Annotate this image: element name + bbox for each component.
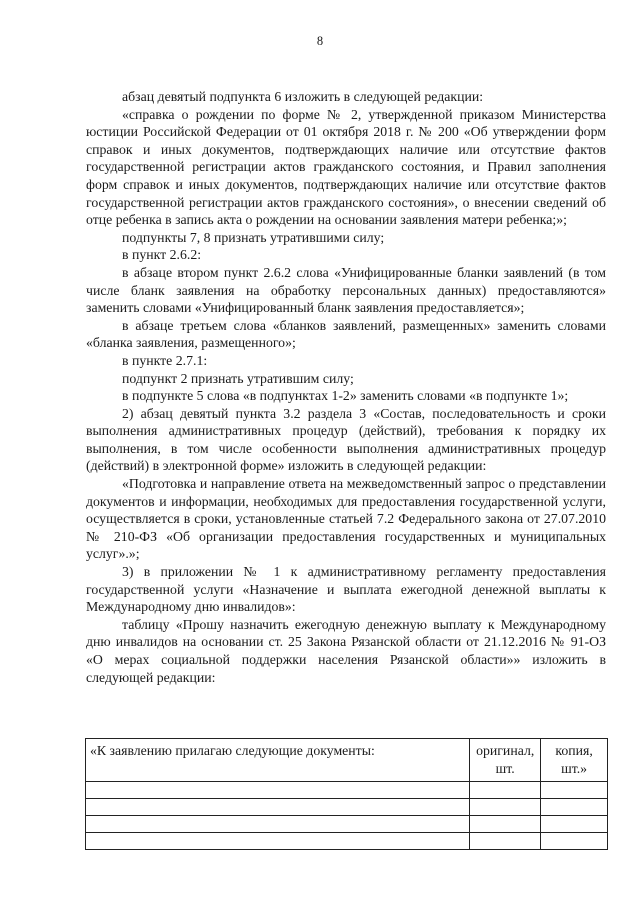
document-body [86, 88, 606, 686]
paragraph: в абзаце третьем слова «бланков заявлений, размещенных» заменить словами «бланка заявления, размещенного»; [86, 317, 606, 351]
documents-table [85, 738, 608, 850]
paragraph: в пункт 2.6.2: [122, 247, 202, 263]
table-row [86, 833, 608, 850]
paragraph: 3) в приложении № 1 к административному регламенту предоставления государственной услуги «Назначение и выплата ежегодной денежной выплаты к Международному дню инвалидов»: [86, 564, 606, 615]
table-row [86, 816, 608, 833]
paragraph: подпункт 2 признать утратившим силу; [122, 370, 354, 386]
table-row [86, 799, 608, 816]
paragraph: в пункте 2.7.1: [122, 352, 208, 368]
paragraph: в абзаце втором пункт 2.6.2 слова «Унифицированные бланки заявлений (в том числе бланк заявления на обработку персональных данных) предоставляются» заменить словами «Унифицированный бланк заявления предоставляется»; [86, 264, 606, 316]
paragraph: 2) абзац девятый пункта 3.2 раздела 3 «Состав, последовательность и сроки выполнения административных процедур (действий), требования к порядку их выполнения, в том числе особенности выполнения административных процедур (действий) в электронной форме» изложить в следующей редакции: [86, 405, 606, 474]
page-number: 8 [316, 34, 324, 48]
table-row [86, 782, 608, 799]
paragraph: подпункты 7, 8 признать утратившими силу; [122, 229, 385, 245]
paragraph: «справка о рождении по форме № 2, утвержденной приказом Министерства юстиции Российской Федерации от 01 октября 2018 г. № 200 «Об утверждении форм справок и иных документов, подтверждающих наличие или отсутствие фактов государственной регистрации актов гражданского состояния, и Правил заполнения форм справок и иных документов, подтверждающих наличие или отсутствие фактов государственной регистрации актов гражданского состояния», о внесении сведений об отце ребенка в запись акта о рождении на основании заявления матери ребенка;»; [86, 106, 606, 228]
header-copy: копия, шт.» [541, 739, 608, 782]
paragraph: в подпункте 5 слова «в подпунктах 1-2» заменить словами «в подпункте 1»; [122, 388, 569, 404]
paragraph: «Подготовка и направление ответа на межведомственный запрос о представлении документов и информации, необходимых для предоставления государственной услуги, осуществляется в сроки, установленные статьей 7.2 Федерального закона от 27.07.2010 № 210-ФЗ «Об организации предоставления государственных и муниципальных услуг».»; [86, 476, 606, 562]
paragraph: абзац девятый подпункта 6 изложить в следующей редакции: [122, 89, 484, 104]
header-documents: «К заявлению прилагаю следующие документы: [86, 739, 470, 782]
paragraph: таблицу «Прошу назначить ежегодную денежную выплату к Международному дню инвалидов на основании ст. 25 Закона Рязанской области от 21.12.2016 № 91-ОЗ «О мерах социальной поддержки населения Рязанской области»» изложить в следующей редакции: [86, 616, 606, 685]
table-header-row [86, 739, 608, 782]
header-original: оригинал, шт. [470, 739, 541, 782]
